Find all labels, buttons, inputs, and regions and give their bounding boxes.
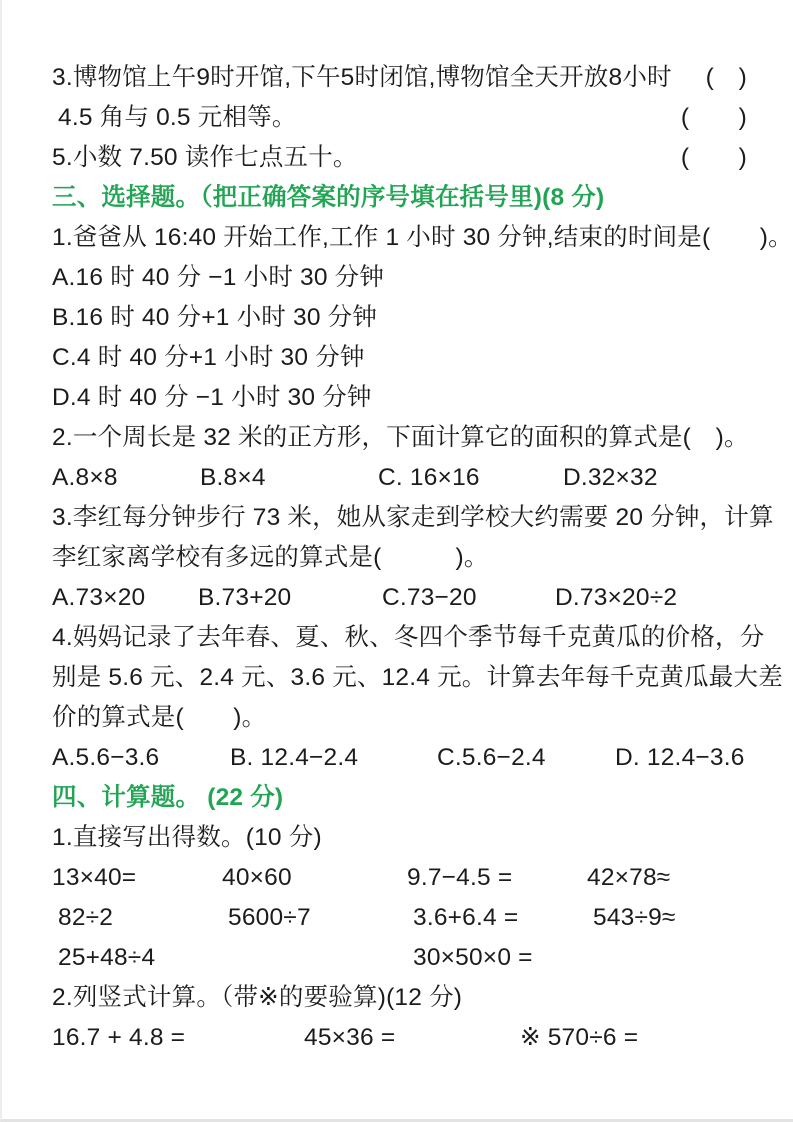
choice-q1-option-b: B.16 时 40 分+1 小时 30 分钟: [52, 304, 378, 331]
choice-q1-option-d: D.4 时 40 分 −1 小时 30 分钟: [52, 384, 372, 411]
choice-q1-option-a: A.16 时 40 分 −1 小时 30 分钟: [52, 264, 385, 291]
oral-calc-expression: 9.7−4.5 =: [407, 864, 513, 891]
choice-q3-option-d: D.73×20÷2: [555, 584, 678, 611]
oral-calc-expression: [593, 938, 747, 978]
choice-q3-stem-line1: 3.李红每分钟步行 73 米，她从家走到学校大约需要 20 分钟，计算: [52, 504, 774, 531]
vertical-calc-expression: 45×36 =: [304, 1024, 396, 1051]
oral-calc-row-2: [52, 898, 747, 938]
oral-calc-expression: 13×40=: [52, 864, 137, 891]
oral-calc-expression: 5600÷7: [228, 904, 311, 931]
choice-q3-stem-line2: 李红家离学校有多远的算式是( )。: [52, 544, 489, 571]
choice-q1-stem: 1.爸爸从 16:40 开始工作,工作 1 小时 30 分钟,结束的时间是( )。: [52, 224, 793, 251]
judge-question-5-bracket: ( ): [680, 144, 747, 171]
choice-q4-option-a: A.5.6−3.6: [52, 744, 160, 771]
choice-q1-option-c: C.4 时 40 分+1 小时 30 分钟: [52, 344, 365, 371]
choice-q4-stem-line1: 4.妈妈记录了去年春、夏、秋、冬四个季节每千克黄瓜的价格，分: [52, 624, 765, 651]
choice-q4-stem-line2: 别是 5.6 元、2.4 元、3.6 元、12.4 元。计算去年每千克黄瓜最大差: [52, 664, 783, 691]
judge-question-3-text: 3.博物馆上午9时开馆,下午5时闭馆,博物馆全天开放8小时: [52, 64, 672, 91]
section-three-heading: 三、选择题。（把正确答案的序号填在括号里)(8 分): [52, 184, 605, 211]
choice-q3-option-b: B.73+20: [198, 584, 292, 611]
choice-q4-stem-line3: 价的算式是( )。: [52, 704, 267, 731]
oral-calc-expression: 82÷2: [58, 904, 114, 931]
oral-calc-expression: 3.6+6.4 =: [413, 904, 519, 931]
choice-q2-stem: 2.一个周长是 32 米的正方形，下面计算它的面积的算式是( )。: [52, 424, 749, 451]
oral-calc-title: 1.直接写出得数。(10 分): [52, 824, 322, 851]
choice-q4-option-b: B. 12.4−2.4: [230, 744, 359, 771]
choice-q3-options: [52, 578, 747, 618]
vertical-calc-expression: 16.7 + 4.8 =: [52, 1024, 186, 1051]
judge-question-5: [52, 138, 747, 178]
choice-q4-option-c: C.5.6−2.4: [437, 744, 546, 771]
oral-calc-expression: 25+48÷4: [58, 944, 156, 971]
choice-q2-option-d: D.32×32: [563, 464, 658, 491]
choice-q2-option-c: C. 16×16: [378, 464, 480, 491]
choice-q2-option-a: A.8×8: [52, 464, 118, 491]
oral-calc-expression: 42×78≈: [587, 864, 671, 891]
oral-calc-expression: [228, 938, 413, 978]
judge-question-3-bracket: ( ): [705, 64, 747, 91]
choice-q3-option-a: A.73×20: [52, 584, 146, 611]
oral-calc-row-3: [52, 938, 747, 978]
judge-question-4-bracket: ( ): [680, 104, 747, 131]
judge-question-3: [52, 58, 747, 98]
choice-q4-options: [52, 738, 747, 778]
choice-q4-option-d: D. 12.4−3.6: [615, 744, 745, 771]
choice-q2-options: [52, 458, 747, 498]
vertical-calc-expression: ※ 570÷6 =: [520, 1024, 639, 1051]
vertical-calc-title: 2.列竖式计算。（带※的要验算)(12 分): [52, 984, 463, 1011]
oral-calc-row-1: [52, 858, 747, 898]
judge-question-5-text: 5.小数 7.50 读作七点五十。: [52, 144, 358, 171]
judge-question-4-text: 4.5 角与 0.5 元相等。: [58, 104, 297, 131]
vertical-calc-row: [52, 1018, 747, 1058]
oral-calc-expression: 543÷9≈: [593, 904, 676, 931]
choice-q2-option-b: B.8×4: [200, 464, 266, 491]
choice-q3-option-c: C.73−20: [382, 584, 477, 611]
judge-question-4: [52, 98, 747, 138]
section-four-heading: 四、计算题。 (22 分): [52, 784, 284, 811]
oral-calc-expression: 40×60: [222, 864, 292, 891]
oral-calc-expression: 30×50×0 =: [413, 944, 533, 971]
